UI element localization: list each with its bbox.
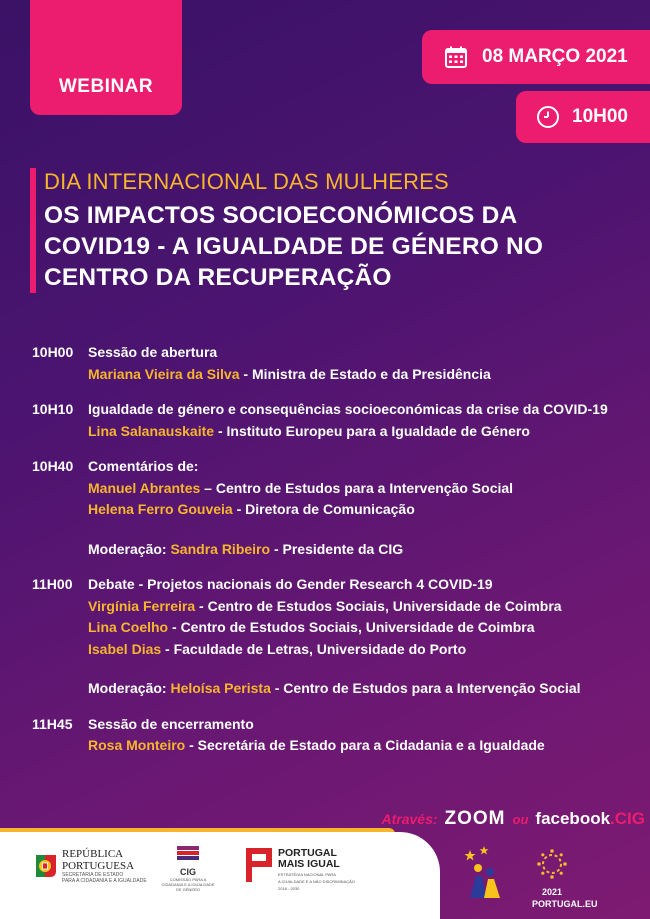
portugal-mais-igual-text <box>278 848 355 891</box>
moderator-label: Moderação: <box>88 680 171 696</box>
republica-portuguesa-text <box>62 848 147 884</box>
speaker-role: - Diretora de Comunicação <box>232 501 415 517</box>
agenda <box>32 342 620 771</box>
session-content <box>88 574 620 700</box>
speaker-name: Isabel Dias <box>88 640 162 657</box>
speaker-name: Virgínia Ferreira <box>88 597 196 614</box>
pt-line2: PORTUGAL.EU <box>532 899 598 909</box>
speaker-line <box>88 596 620 618</box>
speaker-role: - Instituto Europeu para a Igualdade de Género <box>214 422 530 439</box>
title-block <box>30 168 620 293</box>
channels-or-label: ou <box>512 811 529 827</box>
rp-line1: REPÚBLICA <box>62 848 124 860</box>
cig-emblem-icon <box>177 846 199 860</box>
agenda-session <box>32 456 620 560</box>
event-subtitle: DIA INTERNACIONAL DAS MULHERES <box>44 169 449 194</box>
rp-line2: PORTUGUESA <box>62 860 135 872</box>
event-time: 10H00 <box>572 106 628 127</box>
session-content <box>88 456 620 560</box>
moderator-line <box>88 678 620 700</box>
time-badge <box>516 91 650 143</box>
pmi-sub3: 2018 - 2030 <box>278 886 300 891</box>
speaker-name: Lina Coelho <box>88 619 169 635</box>
pmi-line1: PORTUGAL <box>278 847 337 859</box>
clock-icon <box>536 105 560 129</box>
speaker-role: - Faculdade de Letras, Universidade do Porto <box>161 640 467 657</box>
speaker-role: - Centro de Estudos Sociais, Universidade de Coimbra <box>195 597 562 614</box>
agenda-session <box>32 714 620 757</box>
portugal-mais-igual-emblem-icon <box>246 848 272 882</box>
facebook-label: facebook <box>535 809 611 828</box>
speaker-role: – Centro de Estudos para a Intervenção Social <box>200 479 514 496</box>
republica-portuguesa-logo <box>36 848 147 884</box>
speaker-line <box>88 364 620 386</box>
title-line: CENTRO DA RECUPERAÇÃO <box>44 264 392 291</box>
session-time: 11H00 <box>32 576 73 592</box>
speaker-line <box>88 421 620 443</box>
speaker-line <box>88 617 620 639</box>
moderator-label: Moderação: <box>88 540 171 557</box>
rp-sub1: SECRETARIA DE ESTADO <box>62 872 124 878</box>
speaker-role: - Centro de Estudos Sociais, Universidade de Coimbra <box>168 619 535 635</box>
agenda-session <box>32 342 620 385</box>
session-heading: Sessão de abertura <box>88 344 218 360</box>
session-time: 11H45 <box>32 715 73 732</box>
speaker-name: Manuel Abrantes <box>88 479 201 496</box>
session-time: 10H10 <box>32 401 74 417</box>
speaker-line <box>88 735 620 757</box>
webinar-label: WEBINAR <box>58 76 154 97</box>
eu-presidency-stars-icon <box>536 848 568 880</box>
calendar-icon <box>444 45 468 69</box>
speaker-line <box>88 499 620 521</box>
cig-sub: COMISSÃO PARA A CIDADANIA E A IGUALDADE DE GÉNERO <box>161 877 215 892</box>
session-heading: Sessão de encerramento <box>88 715 254 732</box>
speaker-name: Mariana Vieira da Silva <box>88 365 240 382</box>
date-badge <box>422 30 650 84</box>
agenda-session <box>32 399 620 442</box>
agenda-session <box>32 574 620 700</box>
zoom-link[interactable]: ZOOM <box>444 808 506 829</box>
channels <box>375 806 645 832</box>
pmi-sub1: ESTRATÉGIA NACIONAL PARA <box>278 872 336 877</box>
title-line: COVID19 - A IGUALDADE DE GÉNERO NO <box>44 233 544 260</box>
webinar-badge <box>30 0 182 115</box>
portugal-mais-igual-logo <box>246 848 355 891</box>
speaker-role: - Ministra de Estado e da Presidência <box>239 365 491 382</box>
speaker-line <box>88 478 620 500</box>
republica-portuguesa-emblem-icon <box>36 853 58 879</box>
speaker-name: Lina Salanauskaite <box>88 422 215 439</box>
rp-sub2: PARA A CIDADANIA E A IGUALDADE <box>62 878 147 884</box>
pmi-sub2: A IGUALDADE E A NÃO DISCRIMINAÇÃO <box>278 879 355 884</box>
people-stars-icon <box>460 846 506 902</box>
speaker-line <box>88 639 620 661</box>
facebook-cig-label: .CIG <box>610 809 645 828</box>
session-heading: Comentários de: <box>88 458 199 474</box>
channels-via-label: Através: <box>381 811 438 827</box>
event-title <box>44 200 620 293</box>
moderator-line <box>88 539 620 561</box>
speaker-name: Helena Ferro Gouveia <box>88 501 233 517</box>
session-time: 10H40 <box>32 458 74 474</box>
event-date: 08 MARÇO 2021 <box>482 46 628 67</box>
session-content <box>88 399 620 442</box>
speaker-name: Rosa Monteiro <box>88 737 186 753</box>
moderator-role: - Presidente da CIG <box>270 540 404 557</box>
speaker-role: - Secretária de Estado para a Cidadania e a Igualdade <box>185 737 545 753</box>
pt-line1: 2021 <box>541 887 563 897</box>
facebook-link[interactable] <box>535 809 645 829</box>
session-time: 10H00 <box>32 344 74 360</box>
moderator-name: Heloísa Perista <box>170 680 271 696</box>
people-stars-logo <box>460 846 506 907</box>
session-heading: Debate - Projetos nacionais do Gender Research 4 COVID-19 <box>88 576 493 592</box>
portugal-eu-2021-logo <box>532 848 598 909</box>
session-heading: Igualdade de género e consequências socioeconómicas da crise da COVID-19 <box>88 401 608 417</box>
pmi-line2: MAIS IGUAL <box>278 858 340 870</box>
cig-logo <box>160 846 216 892</box>
moderator-role: - Centro de Estudos para a Intervenção Social <box>270 680 581 696</box>
moderator-name: Sandra Ribeiro <box>170 540 271 557</box>
session-content <box>88 342 620 385</box>
cig-abbr: CIG <box>179 867 196 877</box>
title-line: OS IMPACTOS SOCIOECONÓMICOS DA <box>44 202 518 229</box>
session-content <box>88 714 620 757</box>
